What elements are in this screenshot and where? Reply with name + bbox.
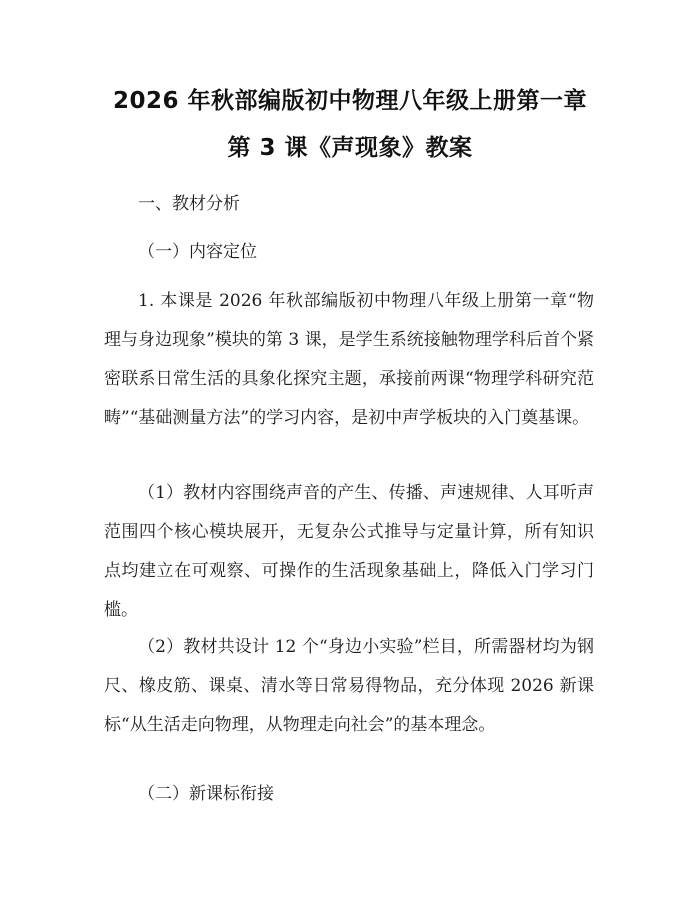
paragraph-course-overview: 1. 本课是 2026 年秋部编版初中物理八年级上册第一章“物理与身边现象”模块的第 3 课，是学生系统接触物理学科后首个紧密联系日常生活的具象化探究主题，承接前两课“物理学科研究范畴”“基础测量方法”的学习内容，是初中声学板块的入门奠基课。: [104, 291, 594, 428]
document-title-line-2: 第 3 课《声现象》教案: [227, 135, 473, 161]
section-heading-textbook-analysis: 一、教材分析: [138, 194, 240, 214]
paragraph-content-modules: （1）教材内容围绕声音的产生、传播、声速规律、人耳听声范围四个核心模块展开，无复杂公式推导与定量计算，所有知识点均建立在可观察、可操作的生活现象基础上，降低入门学习门槛。: [104, 483, 594, 620]
subsection-heading-new-curriculum: （二）新课标衔接: [138, 784, 274, 804]
paragraph-home-experiments: （2）教材共设计 12 个“身边小实验”栏目，所需器材均为钢尺、橡皮筋、课桌、清水等日常易得物品，充分体现 2026 新课标“从生活走向物理，从物理走向社会”的基本理念。: [104, 637, 594, 735]
document-title-line-1: 2026 年秋部编版初中物理八年级上册第一章: [112, 88, 588, 114]
subsection-heading-content-positioning: （一）内容定位: [138, 242, 257, 262]
